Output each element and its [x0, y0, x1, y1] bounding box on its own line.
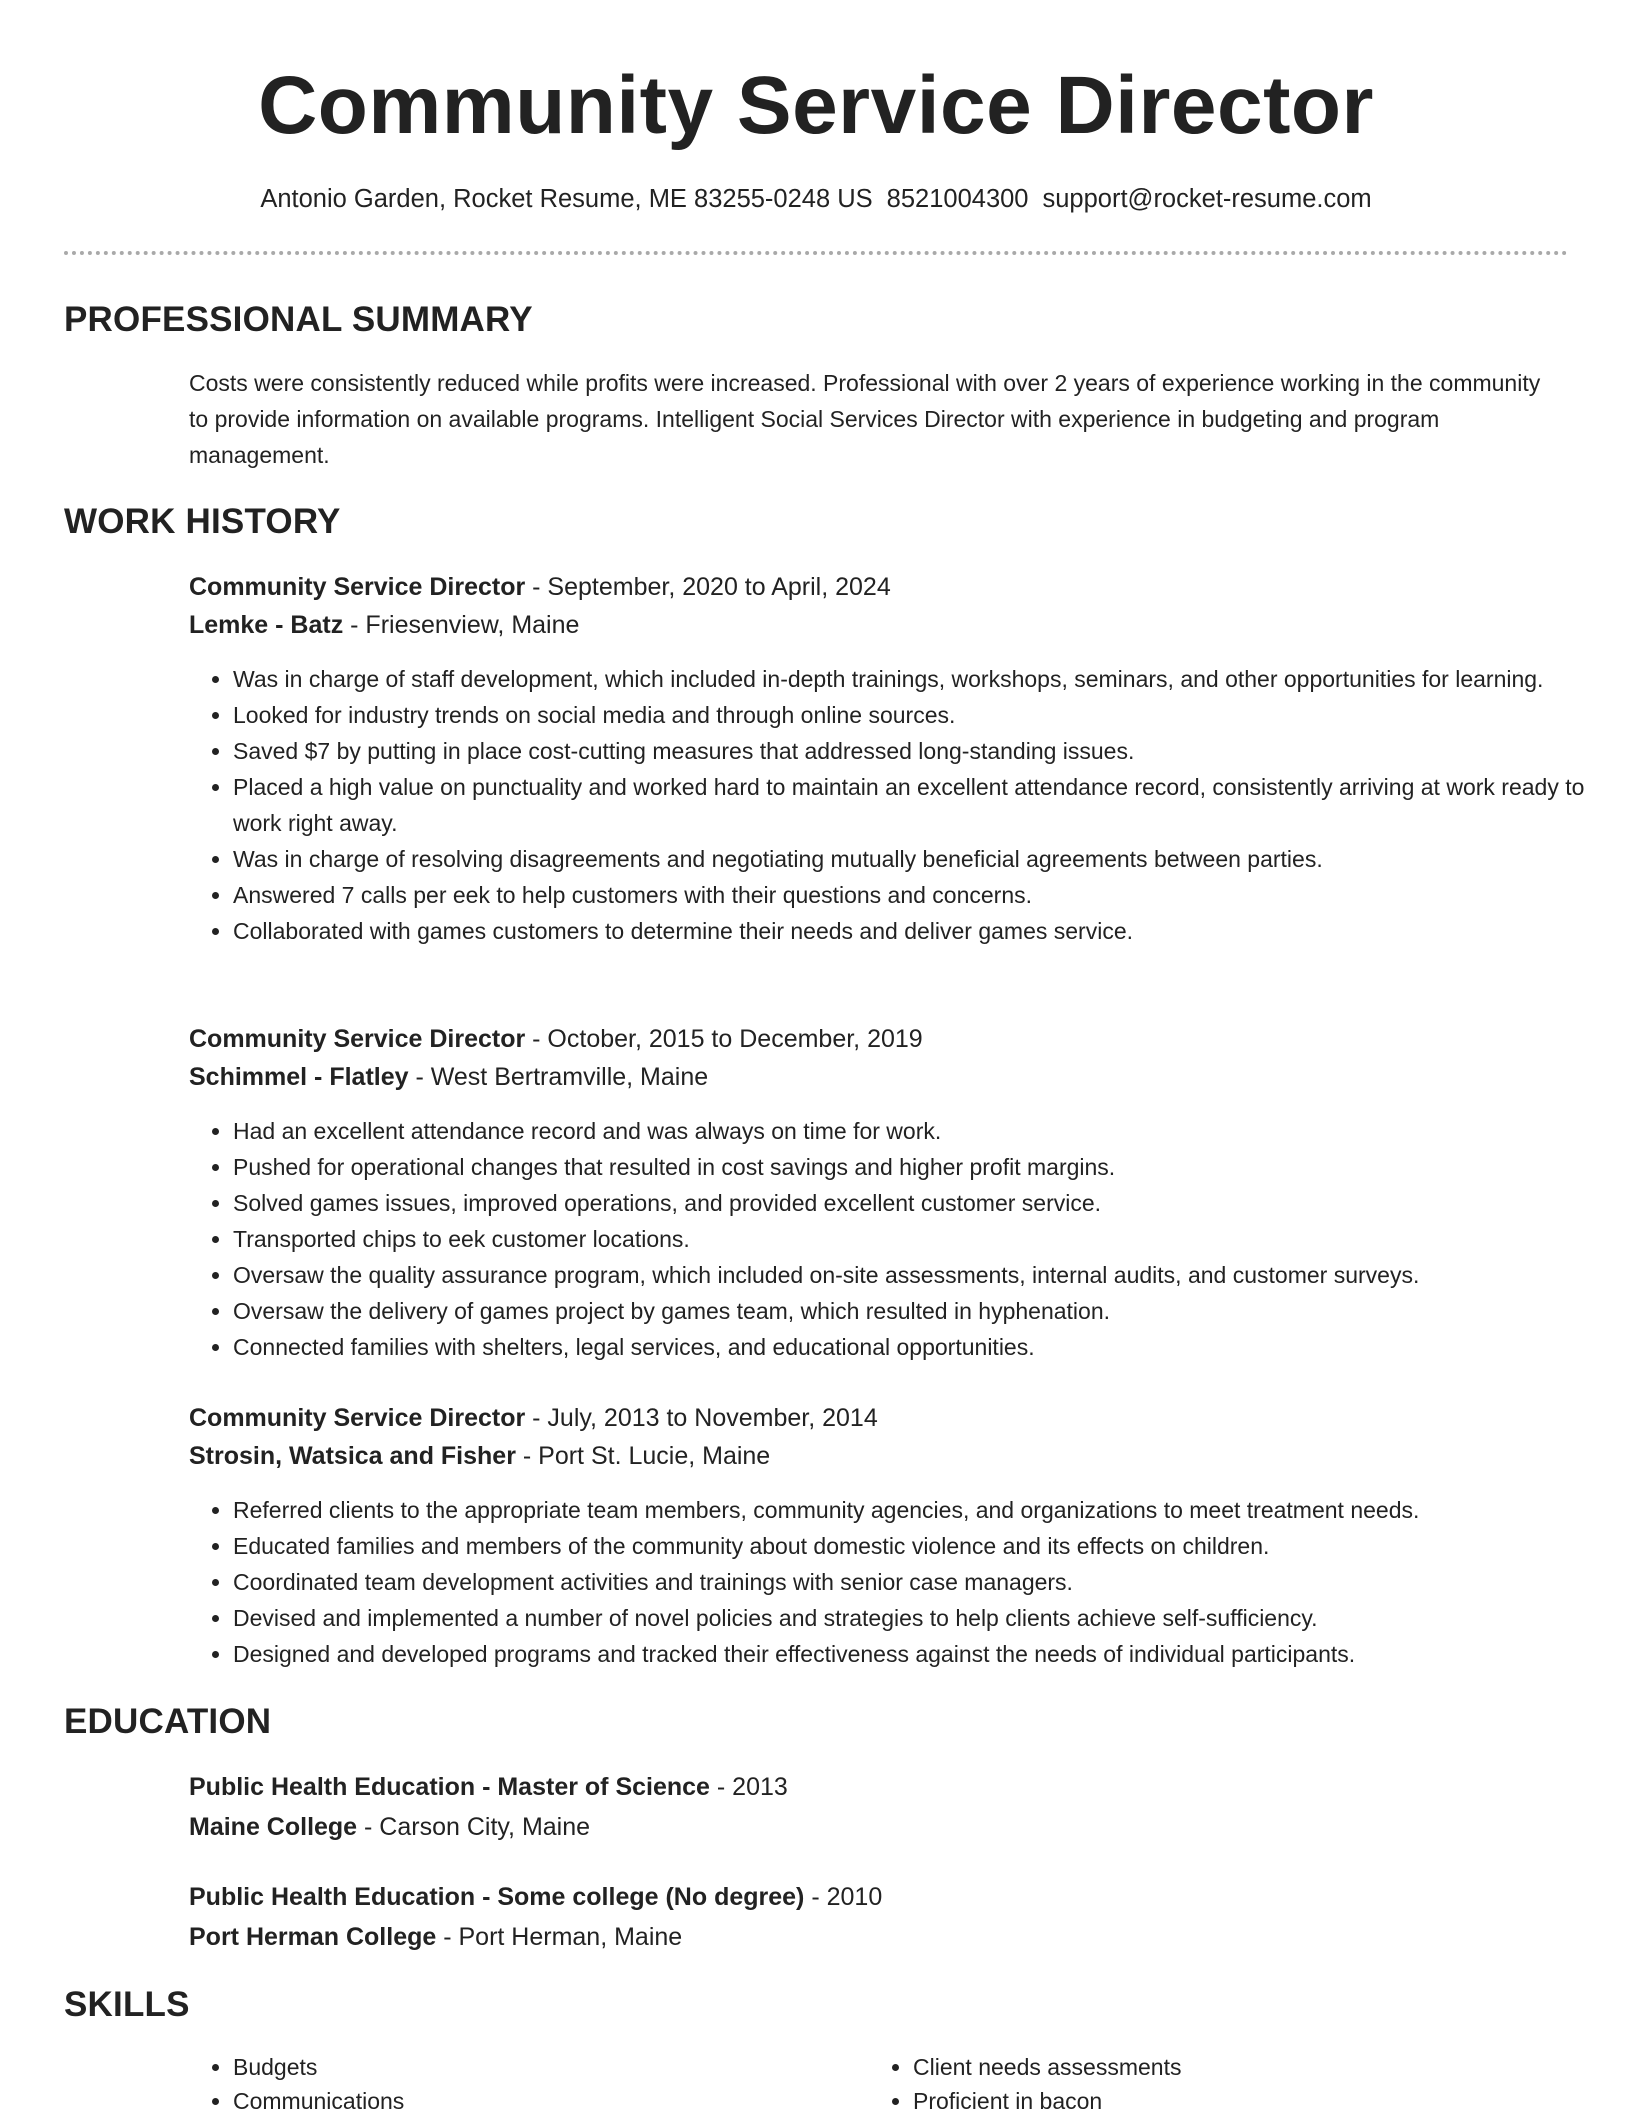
education-year: - 2010	[804, 1883, 883, 1911]
job-title-line	[189, 1399, 878, 1437]
education-school-line	[189, 1808, 590, 1846]
job-location: - Friesenview, Maine	[343, 611, 580, 639]
job-role: Community Service Director	[189, 573, 526, 601]
resume-name: Community Service Director	[258, 60, 1374, 151]
section-title-education: EDUCATION	[64, 1702, 272, 1741]
job-company-line	[189, 1058, 708, 1096]
list-item: • Transported chips to eek customer locations.	[233, 1221, 1598, 1257]
list-item: • Saved $7 by putting in place cost-cutting measures that addressed long-standing issues.	[233, 733, 1598, 769]
list-item: • Pushed for operational changes that resulted in cost savings and higher profit margins.	[233, 1149, 1598, 1185]
skills-list-right	[869, 2050, 1533, 2118]
contact-phone: 8521004300	[886, 185, 1029, 213]
job-title-line	[189, 1020, 923, 1058]
skill-item: • Budgets	[233, 2050, 853, 2084]
skill-item: • Proficient in bacon	[913, 2084, 1533, 2118]
education-degree-line	[189, 1878, 882, 1916]
job-location: - Port St. Lucie, Maine	[515, 1442, 771, 1470]
list-item: • Solved games issues, improved operations, and provided excellent customer service.	[233, 1185, 1598, 1221]
job-role: Community Service Director	[189, 1404, 526, 1432]
summary-text: Costs were consistently reduced while profits were increased. Professional with over 2 years of experience working in the community to provide information on available programs. Intelligent Social Services Director with experience in budgeting and program management.	[189, 370, 1541, 468]
education-degree: Public Health Education - Some college (No degree)	[189, 1883, 805, 1911]
contact-address: Antonio Garden, Rocket Resume, ME 83255-0248 US	[260, 185, 873, 213]
job-role: Community Service Director	[189, 1025, 526, 1053]
education-school: Port Herman College	[189, 1923, 437, 1951]
list-item: • Was in charge of resolving disagreements and negotiating mutually beneficial agreements between parties.	[233, 841, 1598, 877]
job-company: Lemke - Batz	[189, 611, 344, 639]
list-item: • Answered 7 calls per eek to help customers with their questions and concerns.	[233, 877, 1598, 913]
list-item: • Looked for industry trends on social media and through online sources.	[233, 697, 1598, 733]
section-title-skills: SKILLS	[64, 1985, 190, 2024]
header-divider	[64, 251, 1568, 255]
job-company: Strosin, Watsica and Fisher	[189, 1442, 516, 1470]
list-item: • Devised and implemented a number of novel policies and strategies to help clients achieve self-sufficiency.	[233, 1600, 1598, 1636]
education-degree-line	[189, 1768, 788, 1806]
job-company-line	[189, 1437, 770, 1475]
list-item: • Designed and developed programs and tracked their effectiveness against the needs of individual participants.	[233, 1636, 1598, 1672]
job-title-line	[189, 568, 891, 606]
list-item: • Had an excellent attendance record and was always on time for work.	[233, 1113, 1598, 1149]
education-school: Maine College	[189, 1813, 358, 1841]
education-location: - Carson City, Maine	[357, 1813, 591, 1841]
job-bullet-list	[189, 661, 1598, 949]
list-item: • Was in charge of staff development, which included in-depth trainings, workshops, seminars, and other opportunities for learning.	[233, 661, 1598, 697]
education-school-line	[189, 1918, 682, 1956]
list-item: • Coordinated team development activities and trainings with senior case managers.	[233, 1564, 1598, 1600]
job-location: - West Bertramville, Maine	[408, 1063, 709, 1091]
list-item: • Placed a high value on punctuality and worked hard to maintain an excellent attendance record, consistently arriving at work ready to work right away.	[233, 769, 1598, 841]
job-dates: - July, 2013 to November, 2014	[525, 1404, 878, 1432]
skills-list-left	[189, 2050, 853, 2118]
skill-item: • Client needs assessments	[913, 2050, 1533, 2084]
job-dates: - September, 2020 to April, 2024	[525, 573, 891, 601]
list-item: • Referred clients to the appropriate team members, community agencies, and organizations to meet treatment needs.	[233, 1492, 1598, 1528]
contact-email: support@rocket-resume.com	[1042, 185, 1372, 213]
contact-line	[0, 182, 1632, 216]
job-company: Schimmel - Flatley	[189, 1063, 409, 1091]
job-company-line	[189, 606, 579, 644]
list-item: • Collaborated with games customers to determine their needs and deliver games service.	[233, 913, 1598, 949]
list-item: • Educated families and members of the community about domestic violence and its effects on children.	[233, 1528, 1598, 1564]
section-title-work-history: WORK HISTORY	[64, 502, 341, 541]
education-degree: Public Health Education - Master of Science	[189, 1773, 710, 1801]
list-item: • Oversaw the delivery of games project by games team, which resulted in hyphenation.	[233, 1293, 1598, 1329]
list-item: • Connected families with shelters, legal services, and educational opportunities.	[233, 1329, 1598, 1365]
list-item: • Oversaw the quality assurance program, which included on-site assessments, internal audits, and customer surveys.	[233, 1257, 1598, 1293]
section-title-summary: PROFESSIONAL SUMMARY	[64, 300, 533, 339]
job-bullet-list	[189, 1492, 1598, 1672]
job-dates: - October, 2015 to December, 2019	[525, 1025, 923, 1053]
education-year: - 2013	[709, 1773, 788, 1801]
education-location: - Port Herman, Maine	[436, 1923, 683, 1951]
job-bullet-list	[189, 1113, 1598, 1365]
skill-item: • Communications	[233, 2084, 853, 2118]
